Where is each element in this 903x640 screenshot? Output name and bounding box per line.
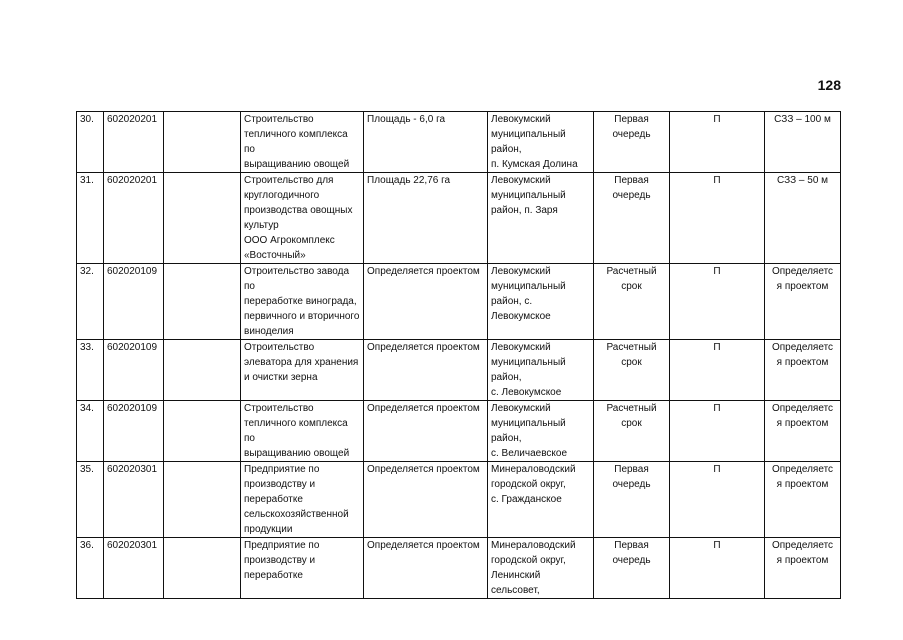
parameter-cell: Определяется проектом [364,462,488,538]
object-name-cell: Предприятие по производству и переработке [241,538,364,599]
status-cell: П [670,112,765,173]
row-number-cell: 35. [77,462,104,538]
zone-cell: Определяетс я проектом [765,401,841,462]
stage-cell: Расчетный срок [594,340,670,401]
empty-cell [164,264,241,340]
table-body [77,112,841,599]
status-cell: П [670,173,765,264]
row-number-cell: 36. [77,538,104,599]
empty-cell [164,340,241,401]
stage-cell: Первая очередь [594,112,670,173]
stage-cell: Первая очередь [594,173,670,264]
table-row [77,340,841,401]
zone-cell: Определяетс я проектом [765,264,841,340]
empty-cell [164,173,241,264]
stage-cell: Расчетный срок [594,264,670,340]
empty-cell [164,538,241,599]
object-name-cell: Строительство тепличного комплекса по выращиванию овощей [241,401,364,462]
status-cell: П [670,264,765,340]
object-name-cell: Отроительство элеватора для хранения и очистки зерна [241,340,364,401]
row-number-cell: 30. [77,112,104,173]
location-cell: Левокумский муниципальный район, с. Величаевское [488,401,594,462]
table-row [77,173,841,264]
row-number-cell: 34. [77,401,104,462]
table-row [77,462,841,538]
table-row [77,264,841,340]
zone-cell: СЗЗ – 50 м [765,173,841,264]
object-name-cell: Предприятие по производству и переработке сельскохозяйственной продукции [241,462,364,538]
parameter-cell: Определяется проектом [364,340,488,401]
parameter-cell: Площадь - 6,0 га [364,112,488,173]
code-cell: 602020201 [104,173,164,264]
location-cell: Левокумский муниципальный район, с. Левокумское [488,264,594,340]
code-cell: 602020201 [104,112,164,173]
zone-cell: Определяетс я проектом [765,462,841,538]
parameter-cell: Площадь 22,76 га [364,173,488,264]
page-number: 128 [817,77,841,93]
row-number-cell: 31. [77,173,104,264]
status-cell: П [670,340,765,401]
location-cell: Минераловодский городской округ, с. Гражданское [488,462,594,538]
zone-cell: Определяетс я проектом [765,340,841,401]
object-name-cell: Строительство тепличного комплекса по выращиванию овощей [241,112,364,173]
empty-cell [164,462,241,538]
code-cell: 602020301 [104,538,164,599]
zone-cell: СЗЗ – 100 м [765,112,841,173]
status-cell: П [670,462,765,538]
parameter-cell: Определяется проектом [364,538,488,599]
parameter-cell: Определяется проектом [364,264,488,340]
empty-cell [164,401,241,462]
row-number-cell: 32. [77,264,104,340]
parameter-cell: Определяется проектом [364,401,488,462]
location-cell: Левокумский муниципальный район, с. Левокумское [488,340,594,401]
status-cell: П [670,401,765,462]
location-cell: Левокумский муниципальный район, п. Кумская Долина [488,112,594,173]
stage-cell: Первая очередь [594,538,670,599]
code-cell: 602020109 [104,264,164,340]
objects-table [76,111,841,599]
code-cell: 602020301 [104,462,164,538]
object-name-cell: Строительство для круглогодичного производства овощных культур ООО Агрокомплекс «Восточный» [241,173,364,264]
object-name-cell: Отроительство завода по переработке винограда, первичного и вторичного виноделия [241,264,364,340]
empty-cell [164,112,241,173]
code-cell: 602020109 [104,401,164,462]
stage-cell: Расчетный срок [594,401,670,462]
stage-cell: Первая очередь [594,462,670,538]
table-row [77,112,841,173]
table-row [77,538,841,599]
location-cell: Левокумский муниципальный район, п. Заря [488,173,594,264]
zone-cell: Определяетс я проектом [765,538,841,599]
table-row [77,401,841,462]
code-cell: 602020109 [104,340,164,401]
location-cell: Минераловодский городской округ, Ленинский сельсовет, [488,538,594,599]
status-cell: П [670,538,765,599]
row-number-cell: 33. [77,340,104,401]
